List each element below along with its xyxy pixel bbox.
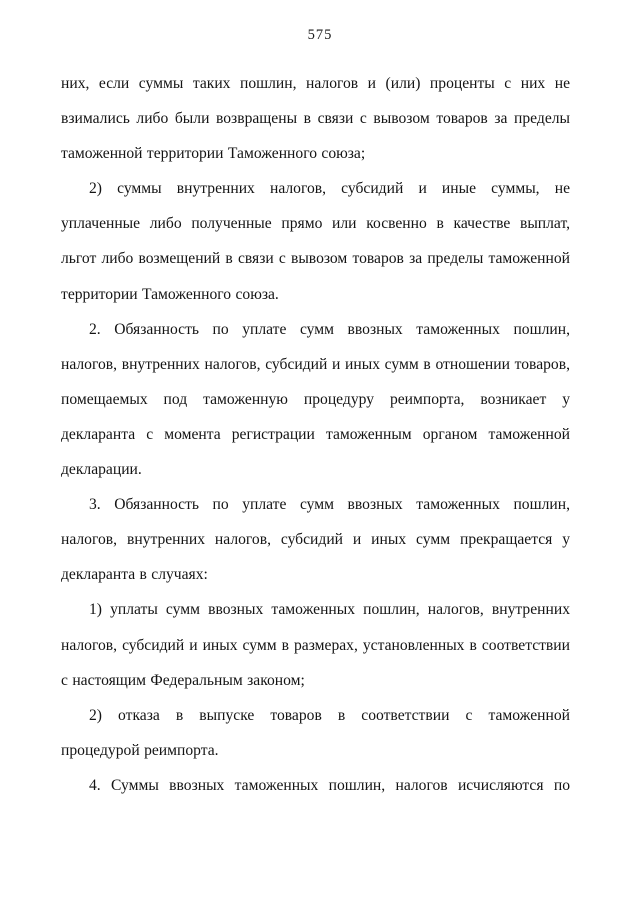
text-line: 1) уплаты сумм ввозных таможенных пошлин, налогов, внутренних [89, 601, 570, 619]
text-line: 3. Обязанность по уплате сумм ввозных таможенных пошлин, [89, 496, 570, 514]
text-line: 2) отказа в выпуске товаров в соответствии с таможенной [89, 706, 570, 724]
text-line: таможенной территории Таможенного союза; [61, 145, 366, 163]
paragraph [61, 487, 570, 592]
text-line: льгот либо возмещений в связи с вывозом товаров за пределы таможенной [61, 250, 570, 268]
paragraph [61, 171, 570, 311]
paragraph [61, 698, 570, 768]
text-line: территории Таможенного союза. [61, 285, 279, 303]
text-line: декларанта с момента регистрации таможенным органом таможенной [61, 425, 570, 443]
text-line: 4. Суммы ввозных таможенных пошлин, налогов исчисляются по [89, 776, 570, 794]
text-line: 2. Обязанность по уплате сумм ввозных таможенных пошлин, [89, 320, 570, 338]
text-line: налогов, внутренних налогов, субсидий и иных сумм прекращается у [61, 531, 570, 549]
text-line: декларации. [61, 461, 142, 479]
text-line: уплаченные либо полученные прямо или косвенно в качестве выплат, [61, 215, 570, 233]
text-line: декларанта в случаях: [61, 566, 208, 584]
text-line: 2) суммы внутренних налогов, субсидий и иные суммы, не [89, 180, 570, 198]
text-line: налогов, внутренних налогов, субсидий и иных сумм в отношении товаров, [61, 355, 570, 373]
paragraph [61, 768, 570, 803]
page-number: 575 [307, 27, 333, 43]
text-line: налогов, субсидий и иных сумм в размерах, установленных в соответствии [61, 636, 570, 654]
text-line: с настоящим Федеральным законом; [61, 671, 305, 689]
paragraph [61, 592, 570, 697]
text-line: них, если суммы таких пошлин, налогов и (или) проценты с них не [61, 75, 570, 92]
text-line: помещаемых под таможенную процедуру реимпорта, возникает у [61, 390, 570, 408]
text-line: взимались либо были возвращены в связи с вывозом товаров за пределы [61, 110, 570, 128]
paragraph [61, 66, 570, 171]
text-line: процедурой реимпорта. [61, 741, 219, 759]
paragraph [61, 312, 570, 487]
document-text [61, 66, 570, 803]
